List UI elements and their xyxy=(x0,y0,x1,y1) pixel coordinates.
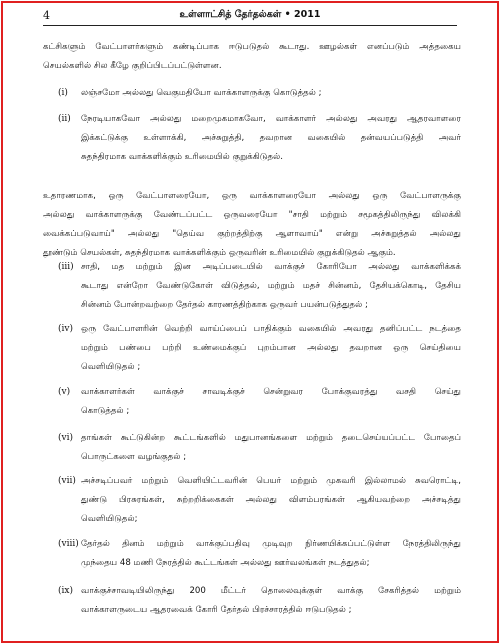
list-item-line: வெளியிடுதல் ; xyxy=(81,362,141,372)
list-marker: (iii) xyxy=(58,262,74,272)
page-number: 4 xyxy=(43,9,50,22)
example-line: உதாரணமாக, ஒரு வேட்பாளரையோ, ஒரு வாக்காளரையோ அல்லது ஒரு வேட்பாளருக்கு xyxy=(43,191,461,201)
list-item-line: சாதி, மத மற்றும் இன அடிப்படையில் வாக்குச் கோரியோ அல்லது வாக்களிக்கக் xyxy=(81,262,461,272)
list-marker: (v) xyxy=(58,387,71,397)
list-item-line: வாக்குச்சாவடியிலிருந்து 200 மீட்டர் தொலைவுக்குள் வாக்கு சேகரித்தல் மற்றும் xyxy=(81,586,461,596)
list-item-line: தேர்தல் தினம் மற்றும் வாக்குப்பதிவு முடிவுற நிர்ணயிக்கப்பட்டுள்ள நேரத்திலிருந்து xyxy=(81,539,461,549)
list-item-line: இக்கட்டுக்கு உள்ளாக்கி, அச்சுறுத்தி, தவறான வகையில் தன்வயப்படுத்தி அவர் xyxy=(81,133,461,143)
list-item-line: வெளியிடுதல்; xyxy=(81,514,138,524)
list-item-line: அச்சடிப்பவர் மற்றும் வெளியிட்டவரின் பெயர் மற்றும் முகவரி இல்லாமல் சுவரொட்டி, xyxy=(81,476,461,486)
intro-line: கட்சிகளும் வேட்பாளர்களும் கண்டிப்பாக ஈடுபடுதல் கூடாது. ஊழல்கள் எனப்படும் அத்தகைய xyxy=(43,42,461,52)
list-item-line: பொருட்களை வழங்குதல் ; xyxy=(81,452,187,462)
list-item-line: லஞ்சமோ அல்லது வெகுமதியோ வாக்காளருக்கு கொடுத்தல் ; xyxy=(81,88,322,98)
list-item-line: தாங்கள் கூட்டுகின்ற கூட்டங்களில் மதுபானங்களை மற்றும் தடைசெய்யப்பட்ட போதைப் xyxy=(81,433,461,443)
list-marker: (vii) xyxy=(58,476,76,486)
example-line: வைக்கப்படுவாய்" அல்லது "தெய்வ குற்றத்திற்கு ஆளாவாய்" என்று அச்சுறுத்தல் அல்லது xyxy=(43,229,461,239)
list-item-line: கூடாது என்றோ வேண்டுகோள் விடுத்தல், மற்றும் மதச் சின்னம், தேசியக்கொடி, தேசிய xyxy=(81,281,461,291)
page-frame xyxy=(1,1,499,643)
list-item-line: கொடுத்தல் ; xyxy=(81,406,130,416)
list-item-line: வாக்காளருடைய ஆதரவைக் கோரி தேர்தல் பிரச்சாரத்தில் ஈடுபடுதல் ; xyxy=(81,605,352,615)
list-item-line: முந்தைய 48 மணி நேரத்தில் கூட்டங்கள் அல்லது ஊர்வலங்கள் நடத்துதல்; xyxy=(81,558,370,568)
list-item-line: மற்றும் பண்பை பற்றி உண்மைக்குப் புறம்பான அல்லது தவறான ஒரு செய்தியை xyxy=(81,343,461,353)
list-marker: (iv) xyxy=(58,324,73,334)
example-line: தூண்டும் செயல்கள், சுதந்திரமாக வாக்களிக்கும் ஒருவரின் உரிமையில் குறுக்கிடுதல் ஆகும். xyxy=(43,248,396,258)
page-header xyxy=(3,9,497,23)
list-item-line: ஒரு வேட்பாளரின் வெற்றி வாய்ப்பைப் பாதிக்கும் வகையில் அவரது தனிப்பட்ட நடத்தை xyxy=(81,324,461,334)
list-marker: (ix) xyxy=(58,586,73,596)
list-item-line: துண்டு பிரசுரங்கள், சுற்றறிக்கைகள் அல்லது விளம்பரங்கள் ஆகியவற்றை அச்சடித்து xyxy=(81,495,461,505)
intro-line: செயல்களில் சில கீழே குறிப்பிடப்பட்டுள்ளன. xyxy=(43,61,222,71)
list-marker: (vi) xyxy=(58,433,73,443)
list-item-line: வாக்காளர்கள் வாக்குச் சாவடிக்குச் சென்றுவர போக்குவரத்து வசதி செய்து xyxy=(81,387,461,397)
list-item-line: சின்னம் போன்றவற்றை தேர்தல் காரணத்திற்காக ஒருவர் பயன்படுத்துதல் ; xyxy=(81,300,368,310)
example-line: அல்லது வாக்காளருக்கு வேண்டப்பட்ட ஒருவரையோ "சாதி மற்றும் சமூகத்திலிருந்து விலக்கி xyxy=(43,210,461,220)
list-item-line: நேரடியாகவோ அல்லது மறைமுகமாகவோ, வாக்காளர் அல்லது அவரது ஆதரவாளரை xyxy=(81,114,461,124)
list-marker: (i) xyxy=(58,88,68,98)
header-rule xyxy=(43,25,457,26)
list-item-line: சுதந்திரமாக வாக்களிக்கும் உரிமையில் குறுக்கிடுதல். xyxy=(81,152,283,162)
list-marker: (viii) xyxy=(58,539,79,549)
list-marker: (ii) xyxy=(58,114,71,124)
running-title: உள்ளாட்சித் தேர்தல்கள் • 2011 xyxy=(179,9,321,20)
